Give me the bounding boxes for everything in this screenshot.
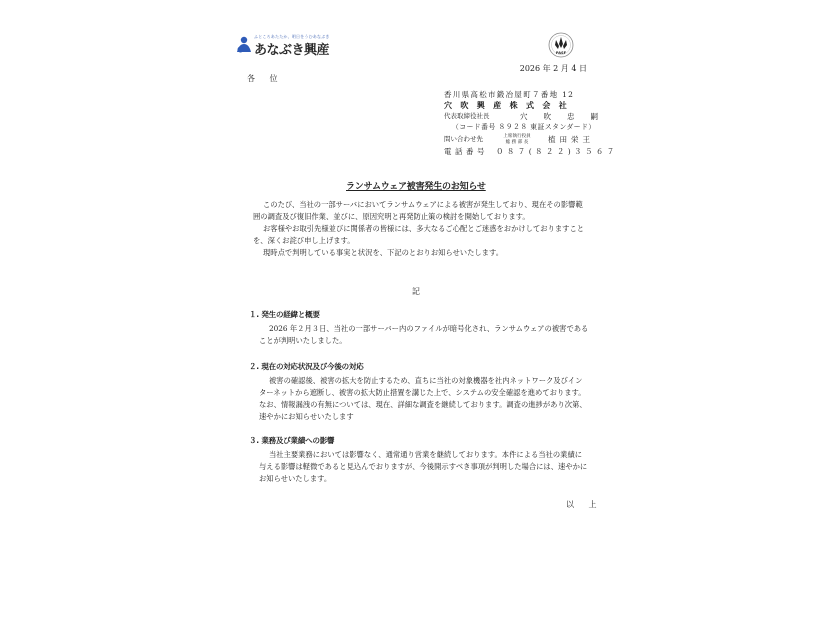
representative-row bbox=[444, 111, 618, 122]
contact-name: 植田栄王 bbox=[548, 135, 594, 144]
intro-paragraph: お客様やお取引先様並びに関係者の皆様には、多大なるご心配とご迷惑をおかけしておりますことを、深くお詫び申し上げます。 bbox=[253, 224, 585, 245]
section-heading: １. 発生の経緯と概要 bbox=[249, 310, 320, 319]
section-body bbox=[259, 449, 589, 485]
logo-name: あなぶき興産 bbox=[254, 43, 330, 58]
contact-label: 問い合わせ先 bbox=[444, 135, 483, 143]
anabuki-logo-icon bbox=[236, 36, 252, 54]
section-paragraph: 当社主要業務においては影響なく、通常通り営業を継続しております。本件による当社の業績に与える影響は軽微であると見込んでおりますが、今後開示すべき事項が判明した場合には、速やかにお知らせいたします。 bbox=[259, 450, 588, 483]
intro-text bbox=[253, 199, 589, 259]
tel-number: ０８７(８２２)３５６７ bbox=[496, 147, 618, 156]
sender-address: 香川県高松市鍛冶屋町７番地 12 bbox=[444, 90, 575, 99]
tel-label: 電話番号 bbox=[444, 147, 488, 156]
representative-name: 穴吹忠嗣 bbox=[520, 112, 614, 121]
section-body bbox=[259, 375, 589, 423]
section-body bbox=[259, 323, 589, 347]
tel-row bbox=[444, 146, 618, 157]
company-logo bbox=[236, 34, 336, 58]
sender-company: 穴吹興産株式会社 bbox=[444, 101, 576, 110]
document-title: ランサムウェア被害発生のお知らせ bbox=[346, 182, 486, 192]
logo-tagline: ふところあたたか、明日をうむあなぶき bbox=[254, 34, 330, 39]
pasf-emblem-icon bbox=[548, 32, 574, 58]
svg-text:PASF: PASF bbox=[555, 51, 567, 55]
contact-title-1: 上席執行役員 bbox=[503, 133, 531, 139]
closing-mark: 以 上 bbox=[566, 500, 603, 509]
sender-block bbox=[444, 89, 618, 157]
intro-paragraph: このたび、当社の一部サーバにおいてランサムウェアによる被害が発生しており、現在その影響範囲の調査及び復旧作業、並びに、原因究明と再発防止策の検討を開始しております。 bbox=[253, 200, 583, 221]
issue-date: 2026 年 2 月 4 日 bbox=[519, 64, 587, 73]
contact-title-2: 総 務 部 長 bbox=[505, 139, 529, 145]
contact-row bbox=[444, 133, 618, 146]
section-heading: ３. 業務及び業績への影響 bbox=[249, 436, 335, 445]
representative-label: 代表取締役社長 bbox=[444, 112, 490, 120]
addressee: 各 位 bbox=[247, 74, 284, 83]
contact-title bbox=[494, 134, 540, 146]
section-heading: ２. 現在の対応状況及び今後の対応 bbox=[249, 362, 364, 371]
section-paragraph: 被害の確認後、被害の拡大を防止するため、直ちに当社の対象機器を社内ネットワーク及びインターネットから遮断し、被害の拡大防止措置を講じた上で、システムの安全確認を進めております。なお、情報漏洩の有無については、現在、詳細な調査を継続しております。調査の進捗があり次第、速やかにお知らせいたします bbox=[259, 376, 587, 421]
ki-heading: 記 bbox=[412, 287, 420, 296]
section-paragraph: 2026 年２月３日、当社の一部サーバー内のファイルが暗号化され、ランサムウェアの被害であることが判明いたしました。 bbox=[259, 324, 589, 345]
stock-code: （コード番号 ８９２８ 東証スタンダード） bbox=[452, 123, 596, 131]
intro-paragraph: 現時点で判明している事実と状況を、下記のとおりお知らせいたします。 bbox=[263, 248, 503, 257]
